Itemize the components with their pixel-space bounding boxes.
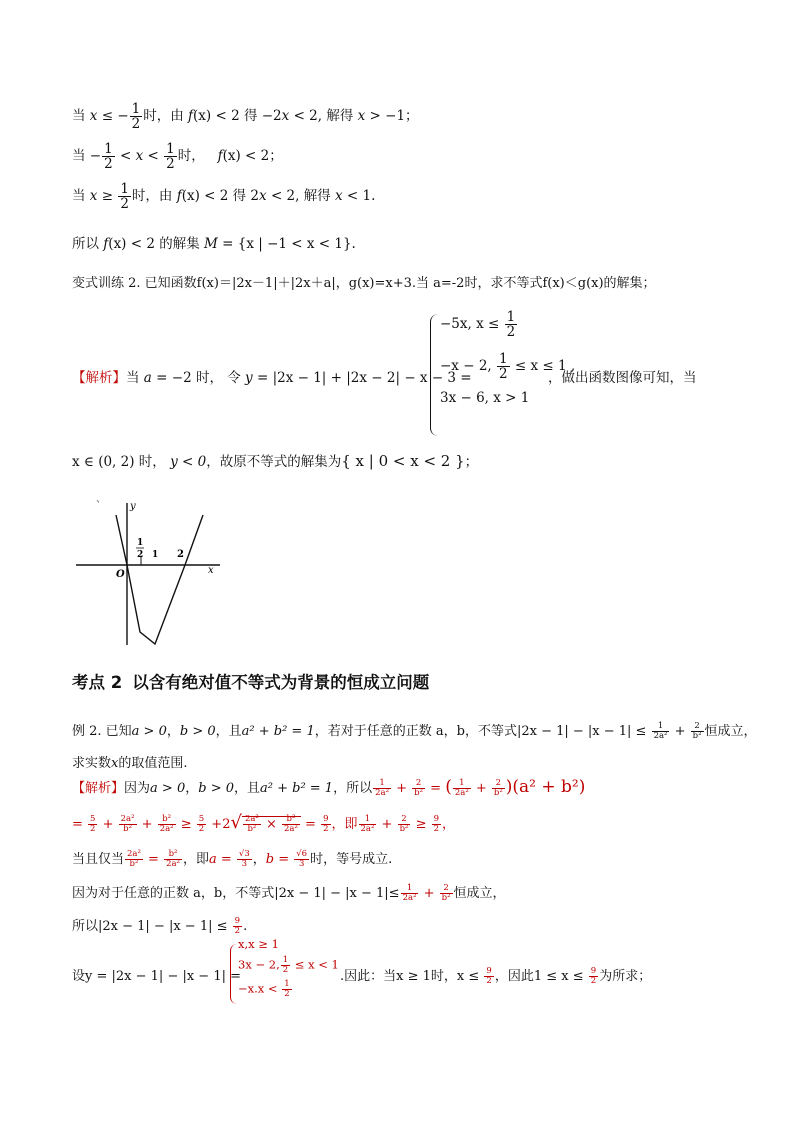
example-2-line-2: 求实数x的取值范围. (72, 756, 188, 771)
exercise-2-statement: 变式训练 2. 已知函数f(x)＝|2x－1|＋|2x＋a|，g(x)=x+3.当 a=-2时，求不等式f(x)＜g(x)的解集； (72, 276, 656, 291)
example-2-solution-1: 【解析】因为a > 0，b > 0，且a² + b² = 1，所以 $\frac{1}{\text{2a²}}$ + $\frac{2}{\text{b²}}$ = ( $\frac{1}{\text{2a²}}$ + $\frac{2}{\text{b²}}$ )(a² + b²) (72, 777, 586, 798)
svg-text:y: y (130, 501, 136, 512)
text-line-4: 所以 f(x) < 2 的解集 M = {x | −1 < x < 1}. (72, 236, 356, 252)
example-2-solution-4: 因为对于任意的正数 a，b，不等式|2x − 1| − |x − 1|≤ $\frac{1}{\text{2a²}}$ + $\frac{2}{\text{b²}}$ 恒成立， (72, 883, 506, 903)
text-line-1: 当 x ≤ − $\frac{1}{2}$ 时，由 f(x) < 2 得 −2x < 2, 解得 x > −1； (72, 101, 419, 133)
svg-text:1: 1 (152, 550, 159, 560)
solution-line-1: 【解析】当 a = −2 时， 令 y = |2x − 1| + |2x − 2| − x − 3 = (72, 370, 472, 386)
example-2-solution-5: 所以|2x − 1| − |x − 1| ≤ $\frac{9}{2}$ . (72, 916, 248, 936)
example-2-solution-3: 当且仅当 $\frac{\text{2a²}}{\text{b²}}$ = $\frac{\text{b²}}{\text{2a²}}$ ，即a = $\frac{√3}{3}$ ，b = $\frac{√6}{3}$ 时，等号成立. (72, 849, 393, 869)
text-line-3: 当 x ≥ $\frac{1}{2}$ 时，由 f(x) < 2 得 2x < 2, 解得 x < 1. (72, 181, 376, 213)
example-2-solution-6: 设y = |2x − 1| − |x − 1| = (72, 969, 242, 984)
function-graph (70, 495, 230, 655)
fraction: $\frac{1}{2}$ (131, 101, 141, 133)
cases-brace-2 (230, 944, 237, 1004)
text-line-2: 当 − $\frac{1}{2}$ < x < $\frac{1}{2}$ 时， f(x) < 2； (72, 141, 283, 173)
stray-mark: 、 (96, 494, 106, 505)
svg-text:1: 1 (137, 538, 144, 548)
svg-text:2: 2 (177, 549, 184, 560)
solution-line-1-tail: ，做出函数图像可知，当 (548, 370, 697, 386)
piecewise-cases-2: x,x ≥ 1 3x − 2, $\frac{1}{2}$ ≤ x < 1 −x.x < $\frac{1}{2}$ (238, 937, 339, 999)
example-2-line-1: 例 2. 已知a > 0，b > 0，且a² + b² = 1，若对于任意的正数 a，b，不等式|2x − 1| − |x − 1| ≤ $\frac{1}{\text{2a²}}$ + $\frac{2}{\text{b²}}$ 恒成立， (72, 721, 757, 741)
piecewise-cases: −5x, x ≤ $\frac{1}{2}$ −x − 2, $\frac{1}{2}$ ≤ x ≤ 1 , 3x − 6, x > 1 (440, 309, 576, 406)
cases-brace (430, 314, 439, 436)
svg-text:x: x (208, 565, 214, 576)
example-2-solution-2: = $\frac{5}{2}$ + $\frac{\text{2a²}}{\text{b²}}$ + $\frac{\text{b²}}{\text{2a²}}$ ≥ $\frac{5}{2}$ +2√ $\frac{\text{2a²}}{\text{b²}}$ × $\frac{\text{b²}}{\text{2a²}}$ = $\frac{9}{2}$ ，即 $\frac{1}{\text{2a²}}$ + $\frac{2}{\text{b²}}$ ≥ $\frac{9}{2}$ ， (72, 812, 456, 834)
solution-line-2: x ∈ (0, 2) 时， y < 0，故原不等式的解集为{ x | 0 < x < 2 }； (72, 452, 479, 470)
example-2-solution-6-tail: .因此：当x ≥ 1时，x ≤ $\frac{9}{2}$ ，因此1 ≤ x ≤ $\frac{9}{2}$ 为所求； (340, 966, 652, 986)
svg-text:O: O (116, 569, 125, 580)
svg-text:2: 2 (137, 550, 144, 560)
section-heading: 考点 2 以含有绝对值不等式为背景的恒成立问题 (72, 673, 430, 692)
